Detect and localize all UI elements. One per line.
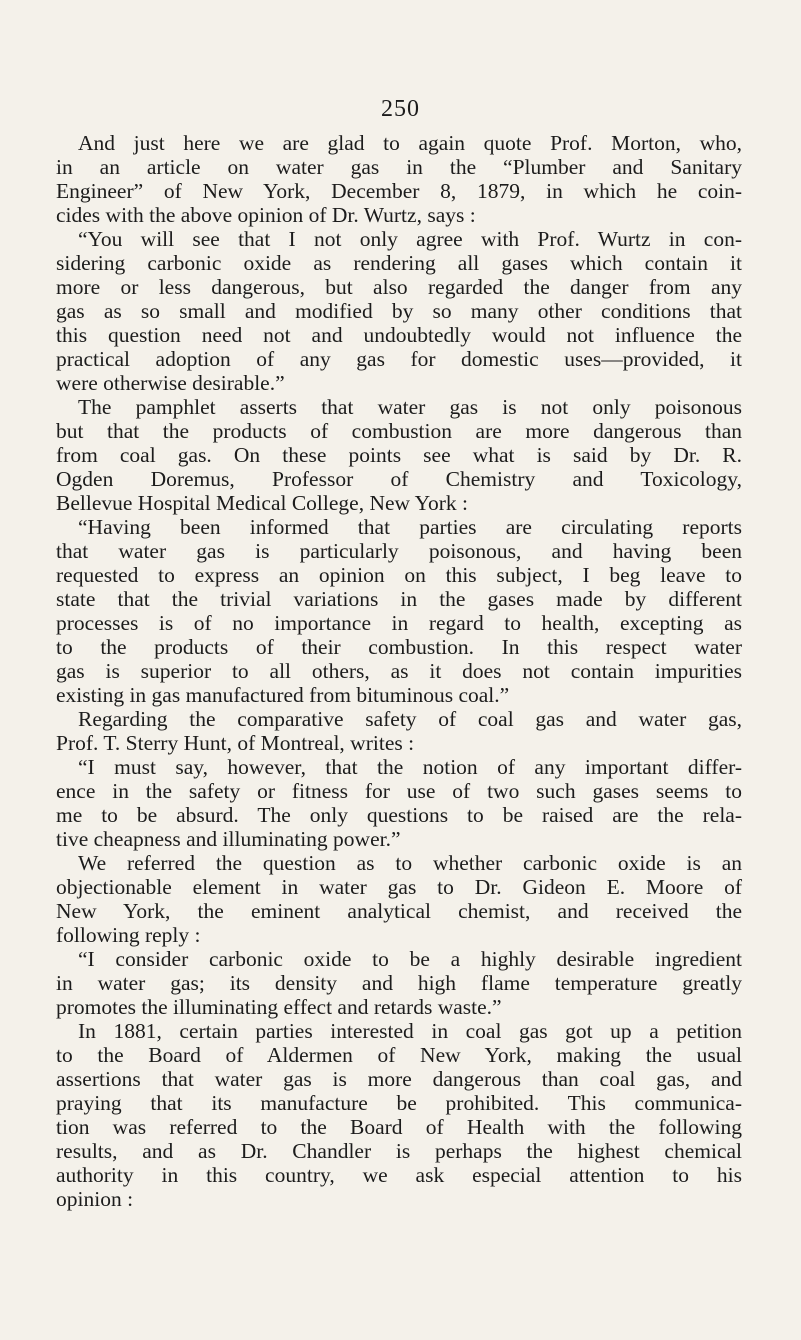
text-line: New York, the eminent analytical chemist, and received the: [56, 899, 742, 923]
text-line: to the Board of Aldermen of New York, making the usual: [56, 1043, 742, 1067]
text-line: Engineer” of New York, December 8, 1879, in which he coin-: [56, 179, 742, 203]
text-line: Ogden Doremus, Professor of Chemistry and Toxicology,: [56, 467, 742, 491]
text-line: in water gas; its density and high flame temperature greatly: [56, 971, 742, 995]
text-line: Prof. T. Sterry Hunt, of Montreal, writes :: [56, 731, 415, 755]
text-line: Bellevue Hospital Medical College, New York :: [56, 491, 469, 515]
text-line: requested to express an opinion on this subject, I beg leave to: [56, 563, 742, 587]
text-line: that water gas is particularly poisonous, and having been: [56, 539, 742, 563]
text-line: state that the trivial variations in the gases made by different: [56, 587, 742, 611]
text-line: assertions that water gas is more dangerous than coal gas, and: [56, 1067, 742, 1091]
text-line: authority in this country, we ask especial attention to his: [56, 1163, 742, 1187]
text-line: from coal gas. On these points see what is said by Dr. R.: [56, 443, 742, 467]
text-line: “I consider carbonic oxide to be a highly desirable ingredient: [78, 947, 742, 971]
text-line: tive cheapness and illuminating power.”: [56, 827, 401, 851]
text-line: gas is superior to all others, as it does not contain impurities: [56, 659, 742, 683]
text-line: cides with the above opinion of Dr. Wurtz, says :: [56, 203, 476, 227]
text-line: opinion :: [56, 1187, 134, 1211]
text-line: were otherwise desirable.”: [56, 371, 285, 395]
text-line: And just here we are glad to again quote Prof. Morton, who,: [78, 131, 742, 155]
text-line: tion was referred to the Board of Health with the following: [56, 1115, 742, 1139]
body-text: [56, 131, 742, 1211]
text-line: following reply :: [56, 923, 201, 947]
text-line: results, and as Dr. Chandler is perhaps the highest chemical: [56, 1139, 742, 1163]
text-line: ence in the safety or fitness for use of two such gases seems to: [56, 779, 742, 803]
text-line: “Having been informed that parties are circulating reports: [78, 515, 742, 539]
text-line: but that the products of combustion are more dangerous than: [56, 419, 742, 443]
text-line: this question need not and undoubtedly would not influence the: [56, 323, 742, 347]
text-line: praying that its manufacture be prohibited. This communica-: [56, 1091, 742, 1115]
page-number: 250: [381, 96, 420, 122]
text-line: to the products of their combustion. In this respect water: [56, 635, 742, 659]
text-line: me to be absurd. The only questions to be raised are the rela-: [56, 803, 742, 827]
text-line: We referred the question as to whether carbonic oxide is an: [78, 851, 742, 875]
text-line: In 1881, certain parties interested in coal gas got up a petition: [78, 1019, 742, 1043]
text-line: “I must say, however, that the notion of any important differ-: [78, 755, 742, 779]
text-line: Regarding the comparative safety of coal gas and water gas,: [78, 707, 742, 731]
text-line: more or less dangerous, but also regarded the danger from any: [56, 275, 742, 299]
text-line: practical adoption of any gas for domestic uses—provided, it: [56, 347, 742, 371]
text-line: sidering carbonic oxide as rendering all gases which contain it: [56, 251, 742, 275]
text-line: gas as so small and modified by so many other conditions that: [56, 299, 742, 323]
text-line: existing in gas manufactured from bituminous coal.”: [56, 683, 510, 707]
text-line: “You will see that I not only agree with Prof. Wurtz in con-: [78, 227, 742, 251]
text-line: in an article on water gas in the “Plumber and Sanitary: [56, 155, 742, 179]
text-line: objectionable element in water gas to Dr. Gideon E. Moore of: [56, 875, 742, 899]
text-line: processes is of no importance in regard to health, excepting as: [56, 611, 742, 635]
text-line: The pamphlet asserts that water gas is not only poisonous: [78, 395, 742, 419]
text-line: promotes the illuminating effect and retards waste.”: [56, 995, 502, 1019]
